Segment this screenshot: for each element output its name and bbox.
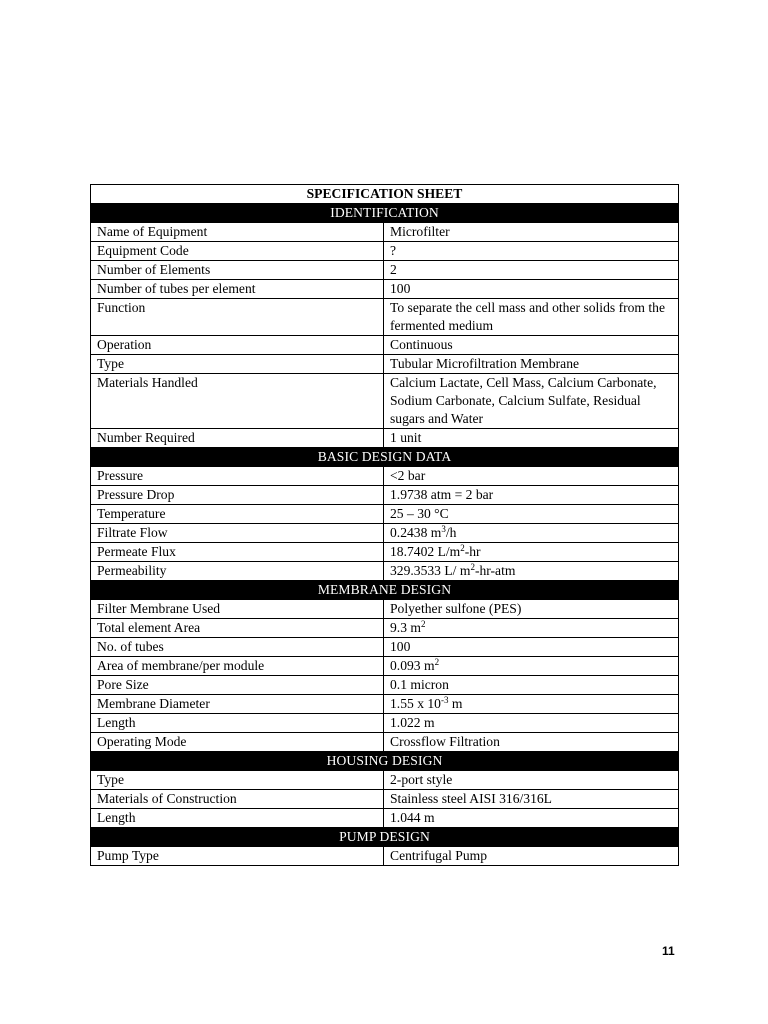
spec-row	[91, 299, 679, 336]
spec-row	[91, 543, 679, 562]
spec-row	[91, 714, 679, 733]
spec-row	[91, 809, 679, 828]
spec-row	[91, 355, 679, 374]
spec-value-text: To separate the cell mass and other solids from the fermented medium	[390, 300, 665, 333]
spec-label: Equipment Code	[91, 242, 384, 261]
spec-label: Filtrate Flow	[91, 524, 384, 543]
spec-value	[384, 299, 679, 336]
section-heading-row	[91, 752, 679, 771]
spec-value-superscript: 2	[460, 543, 465, 553]
spec-value-text: 9.3 m	[390, 620, 421, 635]
spec-value-text: Continuous	[390, 337, 453, 352]
spec-row	[91, 676, 679, 695]
spec-value	[384, 600, 679, 619]
spec-row	[91, 657, 679, 676]
section-heading: PUMP DESIGN	[91, 828, 679, 847]
spec-row	[91, 261, 679, 280]
spec-value	[384, 280, 679, 299]
spec-row	[91, 524, 679, 543]
spec-row	[91, 429, 679, 448]
section-heading: MEMBRANE DESIGN	[91, 581, 679, 600]
spec-label: Length	[91, 809, 384, 828]
spec-value	[384, 847, 679, 866]
spec-value-text: Tubular Microfiltration Membrane	[390, 356, 580, 371]
spec-label: Number of tubes per element	[91, 280, 384, 299]
spec-label: Filter Membrane Used	[91, 600, 384, 619]
spec-value	[384, 790, 679, 809]
spec-value-text: Microfilter	[390, 224, 450, 239]
spec-label: Name of Equipment	[91, 223, 384, 242]
spec-value-text: 329.3533 L/ m	[390, 563, 471, 578]
sheet-title: SPECIFICATION SHEET	[91, 185, 679, 204]
section-heading: HOUSING DESIGN	[91, 752, 679, 771]
spec-value-text: 100	[390, 281, 411, 296]
spec-value-superscript: 2	[420, 619, 426, 629]
spec-label: Length	[91, 714, 384, 733]
spec-value	[384, 524, 679, 543]
spec-row	[91, 771, 679, 790]
spec-value	[384, 714, 679, 733]
spec-row	[91, 223, 679, 242]
spec-value-text: 0.2438 m	[390, 525, 442, 540]
spec-value-text: Crossflow Filtration	[390, 734, 500, 749]
spec-value-text: 2	[390, 262, 397, 277]
spec-value	[384, 733, 679, 752]
spec-row	[91, 790, 679, 809]
spec-label: Number Required	[91, 429, 384, 448]
spec-value	[384, 562, 679, 581]
spec-label: Materials of Construction	[91, 790, 384, 809]
title-row	[91, 185, 679, 204]
spec-value	[384, 657, 679, 676]
spec-value	[384, 809, 679, 828]
spec-value-text: Polyether sulfone (PES)	[390, 601, 522, 616]
spec-label: Pressure	[91, 467, 384, 486]
spec-value	[384, 619, 679, 638]
spec-value	[384, 261, 679, 280]
spec-value-text: 1.55 x 10	[390, 696, 441, 711]
spec-value-text: 1.9738 atm = 2 bar	[390, 487, 494, 502]
section-heading-row	[91, 448, 679, 467]
spec-value-superscript: 3	[441, 524, 446, 534]
spec-value-text: 18.7402 L/m	[390, 544, 461, 559]
spec-value-text: 1 unit	[390, 430, 422, 445]
spec-row	[91, 486, 679, 505]
spec-row	[91, 695, 679, 714]
spec-value	[384, 543, 679, 562]
spec-value-superscript: 2	[434, 657, 440, 667]
spec-value	[384, 374, 679, 429]
spec-value-suffix: -hr	[464, 544, 481, 559]
page-number: 11	[662, 944, 675, 958]
spec-row	[91, 374, 679, 429]
spec-label: Pump Type	[91, 847, 384, 866]
spec-value-suffix: m	[448, 696, 463, 711]
spec-value-text: 0.1 micron	[390, 677, 449, 692]
spec-value	[384, 771, 679, 790]
spec-value-text: 0.093 m	[390, 658, 435, 673]
spec-row	[91, 619, 679, 638]
spec-value-text: 100	[390, 639, 411, 654]
spec-value	[384, 467, 679, 486]
spec-row	[91, 242, 679, 261]
spec-label: Operation	[91, 336, 384, 355]
spec-label: Permeate Flux	[91, 543, 384, 562]
spec-row	[91, 280, 679, 299]
spec-value-suffix: -hr-atm	[474, 563, 516, 578]
spec-row	[91, 600, 679, 619]
specification-sheet-body	[91, 185, 679, 866]
spec-label: Permeability	[91, 562, 384, 581]
spec-value	[384, 336, 679, 355]
spec-label: Type	[91, 355, 384, 374]
spec-value-text: Stainless steel AISI 316/316L	[390, 791, 552, 806]
specification-sheet-table	[90, 184, 679, 866]
spec-label: Pore Size	[91, 676, 384, 695]
spec-label: Total element Area	[91, 619, 384, 638]
spec-value	[384, 223, 679, 242]
spec-label: Number of Elements	[91, 261, 384, 280]
spec-label: Function	[91, 299, 384, 336]
spec-label: Pressure Drop	[91, 486, 384, 505]
spec-value-text: <2 bar	[390, 468, 426, 483]
spec-label: Operating Mode	[91, 733, 384, 752]
spec-row	[91, 505, 679, 524]
spec-value-text: 2-port style	[390, 772, 453, 787]
spec-value-suffix: /h	[445, 525, 457, 540]
spec-value	[384, 242, 679, 261]
spec-row	[91, 733, 679, 752]
spec-row	[91, 847, 679, 866]
spec-row	[91, 467, 679, 486]
section-heading: IDENTIFICATION	[91, 204, 679, 223]
spec-value	[384, 638, 679, 657]
spec-value	[384, 505, 679, 524]
spec-label: Type	[91, 771, 384, 790]
spec-label: Membrane Diameter	[91, 695, 384, 714]
spec-value	[384, 486, 679, 505]
spec-value-text: Calcium Lactate, Cell Mass, Calcium Carbonate, Sodium Carbonate, Calcium Sulfate, Residual sugars and Water	[390, 375, 657, 426]
spec-row	[91, 638, 679, 657]
spec-value-text: 1.044 m	[390, 810, 435, 825]
section-heading: BASIC DESIGN DATA	[91, 448, 679, 467]
spec-value-text: ?	[390, 243, 397, 258]
spec-value-superscript: -3	[440, 695, 449, 705]
spec-label: Materials Handled	[91, 374, 384, 429]
spec-label: No. of tubes	[91, 638, 384, 657]
spec-label: Temperature	[91, 505, 384, 524]
spec-row	[91, 336, 679, 355]
spec-value	[384, 695, 679, 714]
spec-value-text: 25 – 30 °C	[390, 506, 449, 521]
spec-value	[384, 355, 679, 374]
spec-value	[384, 429, 679, 448]
section-heading-row	[91, 828, 679, 847]
spec-value-superscript: 2	[470, 562, 475, 572]
spec-row	[91, 562, 679, 581]
section-heading-row	[91, 581, 679, 600]
spec-value	[384, 676, 679, 695]
section-heading-row	[91, 204, 679, 223]
spec-label: Area of membrane/per module	[91, 657, 384, 676]
spec-value-text: 1.022 m	[390, 715, 435, 730]
spec-value-text: Centrifugal Pump	[390, 848, 488, 863]
